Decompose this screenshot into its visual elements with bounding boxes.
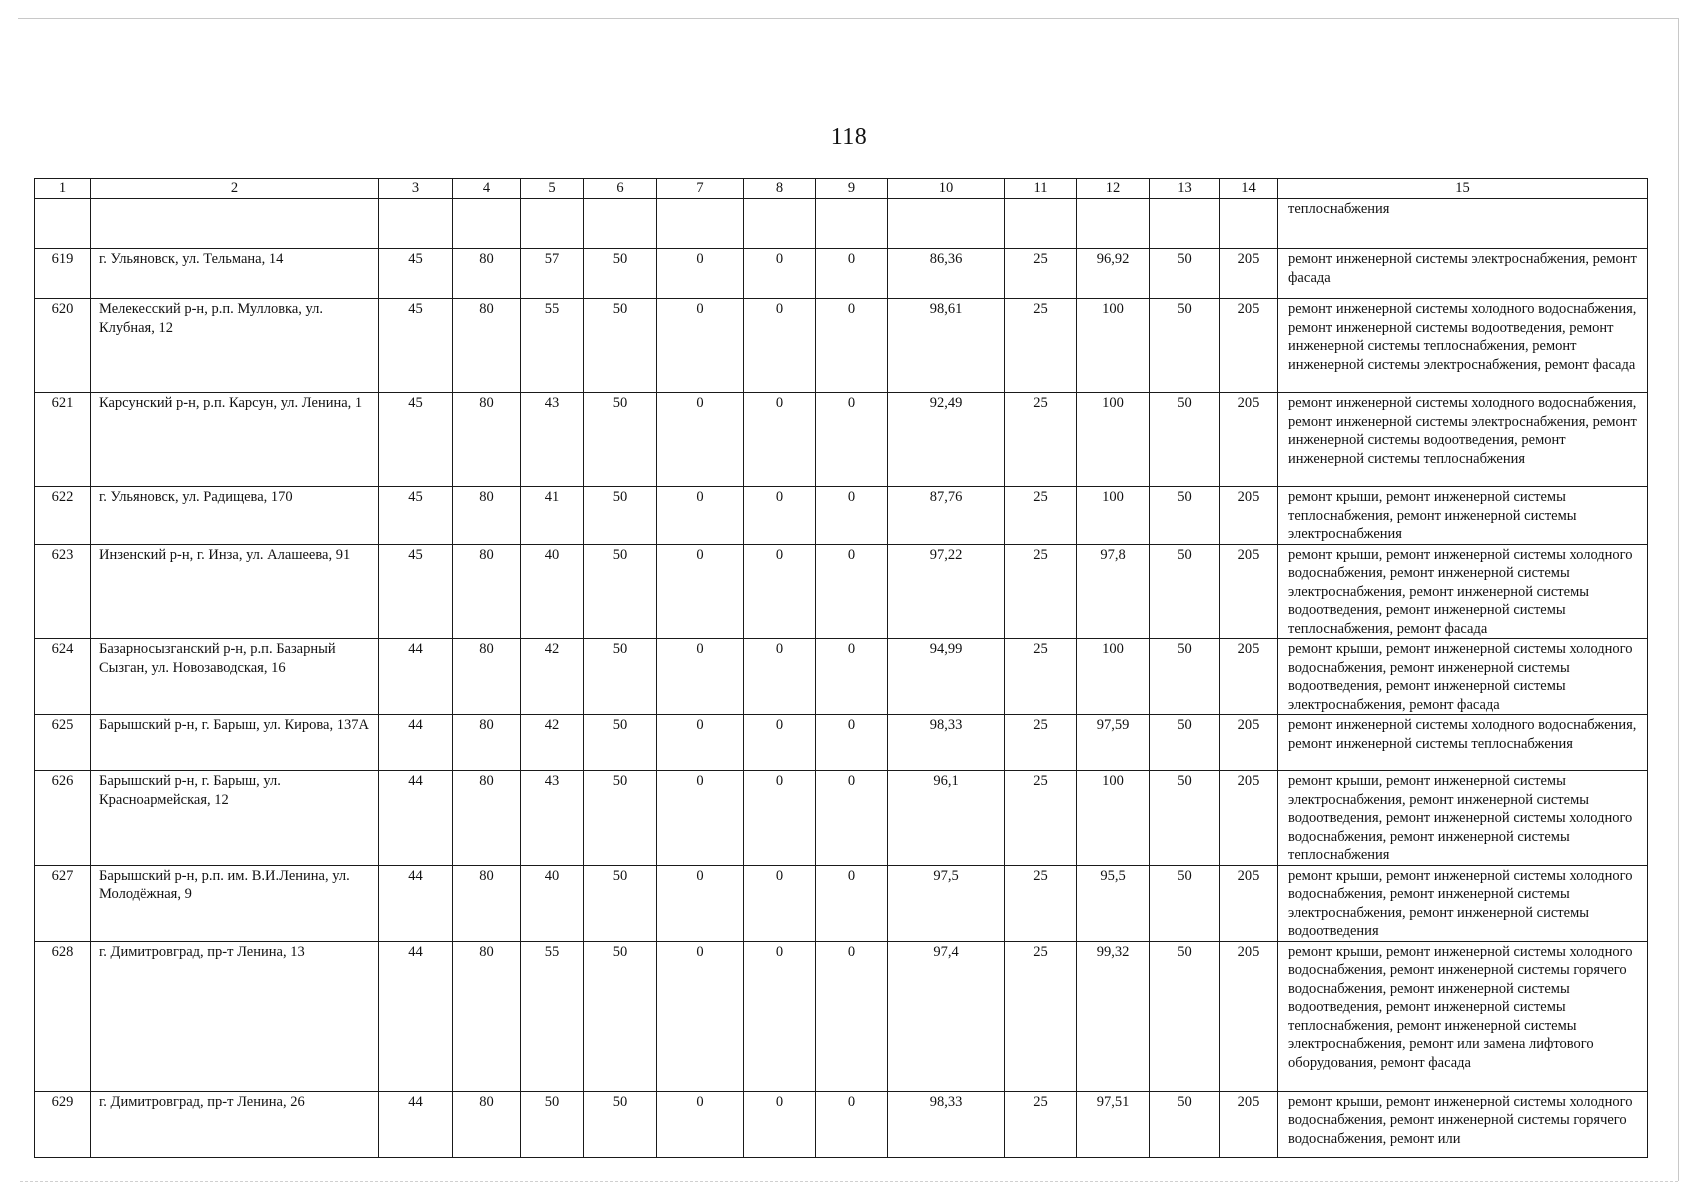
value-cell: 50 <box>1150 941 1220 1091</box>
table-row <box>35 487 1648 545</box>
address-cell: Мелекесский р-н, р.п. Мулловка, ул. Клубная, 12 <box>91 299 379 393</box>
value-cell: 0 <box>744 487 816 545</box>
value-cell: 44 <box>379 1091 453 1157</box>
value-cell: 205 <box>1220 393 1278 487</box>
value-cell: 50 <box>584 249 657 299</box>
value-cell: 0 <box>744 715 816 771</box>
value-cell: 50 <box>1150 249 1220 299</box>
value-cell: 45 <box>379 393 453 487</box>
value-cell: 80 <box>453 487 521 545</box>
column-number: 8 <box>744 179 816 199</box>
data-table <box>34 178 1648 1158</box>
value-cell <box>453 199 521 249</box>
value-cell: 0 <box>816 487 888 545</box>
value-cell: 25 <box>1005 865 1077 941</box>
column-number: 13 <box>1150 179 1220 199</box>
column-number: 11 <box>1005 179 1077 199</box>
value-cell: 0 <box>657 941 744 1091</box>
column-number: 14 <box>1220 179 1278 199</box>
value-cell: 50 <box>1150 715 1220 771</box>
column-number: 10 <box>888 179 1005 199</box>
address-cell: Барышский р-н, р.п. им. В.И.Ленина, ул. Молодёжная, 9 <box>91 865 379 941</box>
works-cell: ремонт крыши, ремонт инженерной системы электроснабжения, ремонт инженерной системы водоотведения, ремонт инженерной системы холодного водоснабжения, ремонт инженерной системы теплоснабжения <box>1278 771 1648 866</box>
value-cell: 42 <box>521 715 584 771</box>
value-cell: 0 <box>744 299 816 393</box>
value-cell: 100 <box>1077 771 1150 866</box>
value-cell: 205 <box>1220 249 1278 299</box>
value-cell: 50 <box>584 1091 657 1157</box>
value-cell: 50 <box>1150 639 1220 715</box>
value-cell <box>584 199 657 249</box>
value-cell: 0 <box>816 544 888 639</box>
value-cell: 0 <box>657 393 744 487</box>
value-cell: 25 <box>1005 393 1077 487</box>
column-numbers-row <box>35 179 1648 199</box>
table-row <box>35 865 1648 941</box>
value-cell: 0 <box>816 639 888 715</box>
value-cell: 55 <box>521 941 584 1091</box>
value-cell: 50 <box>584 487 657 545</box>
value-cell <box>657 199 744 249</box>
value-cell: 40 <box>521 544 584 639</box>
value-cell: 50 <box>584 393 657 487</box>
works-cell: ремонт крыши, ремонт инженерной системы холодного водоснабжения, ремонт инженерной системы электроснабжения, ремонт инженерной системы водоотведения <box>1278 865 1648 941</box>
value-cell: 57 <box>521 249 584 299</box>
value-cell: 0 <box>816 299 888 393</box>
value-cell: 0 <box>816 771 888 866</box>
value-cell: 45 <box>379 249 453 299</box>
value-cell: 205 <box>1220 941 1278 1091</box>
column-number: 6 <box>584 179 657 199</box>
value-cell: 98,61 <box>888 299 1005 393</box>
value-cell: 80 <box>453 299 521 393</box>
value-cell: 0 <box>816 941 888 1091</box>
value-cell: 100 <box>1077 487 1150 545</box>
value-cell: 205 <box>1220 299 1278 393</box>
value-cell: 0 <box>657 1091 744 1157</box>
value-cell: 0 <box>657 544 744 639</box>
value-cell: 205 <box>1220 771 1278 866</box>
works-cell: ремонт крыши, ремонт инженерной системы холодного водоснабжения, ремонт инженерной системы водоотведения, ремонт инженерной системы электроснабжения, ремонт фасада <box>1278 639 1648 715</box>
value-cell: 98,33 <box>888 1091 1005 1157</box>
value-cell: 0 <box>657 299 744 393</box>
value-cell: 50 <box>584 639 657 715</box>
value-cell: 55 <box>521 299 584 393</box>
value-cell: 80 <box>453 544 521 639</box>
value-cell: 80 <box>453 393 521 487</box>
value-cell: 45 <box>379 544 453 639</box>
value-cell <box>1077 199 1150 249</box>
column-number: 1 <box>35 179 91 199</box>
value-cell: 80 <box>453 865 521 941</box>
value-cell: 50 <box>1150 393 1220 487</box>
value-cell: 97,8 <box>1077 544 1150 639</box>
row-number: 625 <box>35 715 91 771</box>
column-number: 2 <box>91 179 379 199</box>
column-number: 5 <box>521 179 584 199</box>
value-cell: 50 <box>1150 865 1220 941</box>
value-cell: 0 <box>744 941 816 1091</box>
address-cell: г. Ульяновск, ул. Радищева, 170 <box>91 487 379 545</box>
table-row <box>35 544 1648 639</box>
column-number: 12 <box>1077 179 1150 199</box>
value-cell <box>816 199 888 249</box>
value-cell <box>1220 199 1278 249</box>
value-cell: 97,22 <box>888 544 1005 639</box>
value-cell: 50 <box>584 771 657 866</box>
address-cell: г. Димитровград, пр-т Ленина, 13 <box>91 941 379 1091</box>
value-cell: 0 <box>744 544 816 639</box>
value-cell: 205 <box>1220 544 1278 639</box>
table-row <box>35 715 1648 771</box>
address-cell: Барышский р-н, г. Барыш, ул. Кирова, 137А <box>91 715 379 771</box>
value-cell: 0 <box>657 487 744 545</box>
row-number: 624 <box>35 639 91 715</box>
works-cell: ремонт инженерной системы холодного водоснабжения, ремонт инженерной системы водоотведения, ремонт инженерной системы теплоснабжения, ремонт инженерной системы электроснабжения, ремонт фасада <box>1278 299 1648 393</box>
value-cell: 0 <box>816 865 888 941</box>
row-number: 628 <box>35 941 91 1091</box>
works-cell: ремонт крыши, ремонт инженерной системы теплоснабжения, ремонт инженерной системы электроснабжения <box>1278 487 1648 545</box>
value-cell <box>521 199 584 249</box>
column-number: 9 <box>816 179 888 199</box>
scan-edge-line <box>20 1181 1678 1182</box>
table-row <box>35 393 1648 487</box>
value-cell: 50 <box>584 715 657 771</box>
works-cell: ремонт инженерной системы холодного водоснабжения, ремонт инженерной системы теплоснабжения <box>1278 715 1648 771</box>
value-cell: 205 <box>1220 865 1278 941</box>
value-cell: 99,32 <box>1077 941 1150 1091</box>
value-cell: 87,76 <box>888 487 1005 545</box>
value-cell: 50 <box>584 865 657 941</box>
value-cell: 45 <box>379 299 453 393</box>
row-number: 621 <box>35 393 91 487</box>
value-cell: 25 <box>1005 639 1077 715</box>
table-row <box>35 299 1648 393</box>
row-number: 622 <box>35 487 91 545</box>
address-cell: Барышский р-н, г. Барыш, ул. Красноармейская, 12 <box>91 771 379 866</box>
row-number: 620 <box>35 299 91 393</box>
row-number: 623 <box>35 544 91 639</box>
column-number: 4 <box>453 179 521 199</box>
value-cell: 50 <box>584 941 657 1091</box>
value-cell: 205 <box>1220 487 1278 545</box>
value-cell: 97,4 <box>888 941 1005 1091</box>
value-cell: 0 <box>744 1091 816 1157</box>
value-cell: 0 <box>816 393 888 487</box>
value-cell: 80 <box>453 771 521 866</box>
value-cell: 50 <box>584 299 657 393</box>
address-cell: Инзенский р-н, г. Инза, ул. Алашеева, 91 <box>91 544 379 639</box>
value-cell: 25 <box>1005 299 1077 393</box>
table-row <box>35 1091 1648 1157</box>
works-cell: теплоснабжения <box>1278 199 1648 249</box>
value-cell: 0 <box>744 639 816 715</box>
value-cell: 44 <box>379 865 453 941</box>
works-cell: ремонт инженерной системы электроснабжения, ремонт фасада <box>1278 249 1648 299</box>
row-number: 619 <box>35 249 91 299</box>
address-cell <box>91 199 379 249</box>
address-cell: Карсунский р-н, р.п. Карсун, ул. Ленина, 1 <box>91 393 379 487</box>
value-cell: 44 <box>379 639 453 715</box>
value-cell: 25 <box>1005 544 1077 639</box>
value-cell: 25 <box>1005 249 1077 299</box>
value-cell: 96,1 <box>888 771 1005 866</box>
row-number: 627 <box>35 865 91 941</box>
value-cell: 44 <box>379 715 453 771</box>
value-cell: 50 <box>1150 487 1220 545</box>
table-row <box>35 941 1648 1091</box>
value-cell: 80 <box>453 249 521 299</box>
value-cell: 86,36 <box>888 249 1005 299</box>
value-cell: 0 <box>657 865 744 941</box>
value-cell: 0 <box>816 715 888 771</box>
value-cell: 25 <box>1005 715 1077 771</box>
value-cell: 0 <box>744 393 816 487</box>
works-cell: ремонт крыши, ремонт инженерной системы холодного водоснабжения, ремонт инженерной системы электроснабжения, ремонт инженерной системы водоотведения, ремонт инженерной системы теплоснабжения, ремонт фасада <box>1278 544 1648 639</box>
value-cell: 80 <box>453 1091 521 1157</box>
value-cell: 42 <box>521 639 584 715</box>
value-cell: 100 <box>1077 639 1150 715</box>
value-cell: 50 <box>1150 299 1220 393</box>
value-cell: 92,49 <box>888 393 1005 487</box>
value-cell: 44 <box>379 941 453 1091</box>
value-cell: 205 <box>1220 639 1278 715</box>
value-cell: 98,33 <box>888 715 1005 771</box>
works-cell: ремонт крыши, ремонт инженерной системы холодного водоснабжения, ремонт инженерной системы горячего водоснабжения, ремонт инженерной системы водоотведения, ремонт инженерной системы теплоснабжения, ремонт инженерной системы электроснабжения, ремонт или замена лифтового оборудования, ремонт фасада <box>1278 941 1648 1091</box>
page-number: 118 <box>830 124 868 150</box>
value-cell: 97,51 <box>1077 1091 1150 1157</box>
value-cell: 50 <box>584 544 657 639</box>
address-cell: г. Ульяновск, ул. Тельмана, 14 <box>91 249 379 299</box>
value-cell: 25 <box>1005 941 1077 1091</box>
value-cell <box>1005 199 1077 249</box>
value-cell: 94,99 <box>888 639 1005 715</box>
value-cell: 0 <box>744 771 816 866</box>
table-row <box>35 771 1648 866</box>
table-row <box>35 249 1648 299</box>
value-cell: 0 <box>657 715 744 771</box>
value-cell: 43 <box>521 771 584 866</box>
value-cell: 40 <box>521 865 584 941</box>
value-cell: 205 <box>1220 1091 1278 1157</box>
row-number <box>35 199 91 249</box>
value-cell: 80 <box>453 639 521 715</box>
value-cell: 50 <box>1150 771 1220 866</box>
row-number: 626 <box>35 771 91 866</box>
value-cell: 0 <box>657 249 744 299</box>
column-number: 15 <box>1278 179 1648 199</box>
column-number: 7 <box>657 179 744 199</box>
row-number: 629 <box>35 1091 91 1157</box>
works-cell: ремонт крыши, ремонт инженерной системы холодного водоснабжения, ремонт инженерной системы горячего водоснабжения, ремонт или <box>1278 1091 1648 1157</box>
value-cell: 25 <box>1005 771 1077 866</box>
value-cell: 25 <box>1005 1091 1077 1157</box>
value-cell <box>379 199 453 249</box>
value-cell: 25 <box>1005 487 1077 545</box>
address-cell: г. Димитровград, пр-т Ленина, 26 <box>91 1091 379 1157</box>
value-cell <box>744 199 816 249</box>
value-cell: 95,5 <box>1077 865 1150 941</box>
value-cell: 205 <box>1220 715 1278 771</box>
value-cell: 80 <box>453 941 521 1091</box>
value-cell: 50 <box>1150 544 1220 639</box>
value-cell: 45 <box>379 487 453 545</box>
value-cell: 0 <box>744 249 816 299</box>
value-cell: 100 <box>1077 299 1150 393</box>
address-cell: Базарносызганский р-н, р.п. Базарный Сызган, ул. Новозаводская, 16 <box>91 639 379 715</box>
works-cell: ремонт инженерной системы холодного водоснабжения, ремонт инженерной системы электроснабжения, ремонт инженерной системы водоотведения, ремонт инженерной системы теплоснабжения <box>1278 393 1648 487</box>
column-number: 3 <box>379 179 453 199</box>
table-row <box>35 199 1648 249</box>
value-cell <box>888 199 1005 249</box>
value-cell: 100 <box>1077 393 1150 487</box>
value-cell: 97,5 <box>888 865 1005 941</box>
value-cell: 43 <box>521 393 584 487</box>
value-cell: 50 <box>521 1091 584 1157</box>
value-cell: 44 <box>379 771 453 866</box>
value-cell: 0 <box>657 639 744 715</box>
value-cell: 0 <box>816 1091 888 1157</box>
table-row <box>35 639 1648 715</box>
value-cell: 50 <box>1150 1091 1220 1157</box>
value-cell: 0 <box>744 865 816 941</box>
value-cell: 0 <box>816 249 888 299</box>
value-cell: 41 <box>521 487 584 545</box>
value-cell: 80 <box>453 715 521 771</box>
value-cell <box>1150 199 1220 249</box>
value-cell: 97,59 <box>1077 715 1150 771</box>
value-cell: 96,92 <box>1077 249 1150 299</box>
value-cell: 0 <box>657 771 744 866</box>
